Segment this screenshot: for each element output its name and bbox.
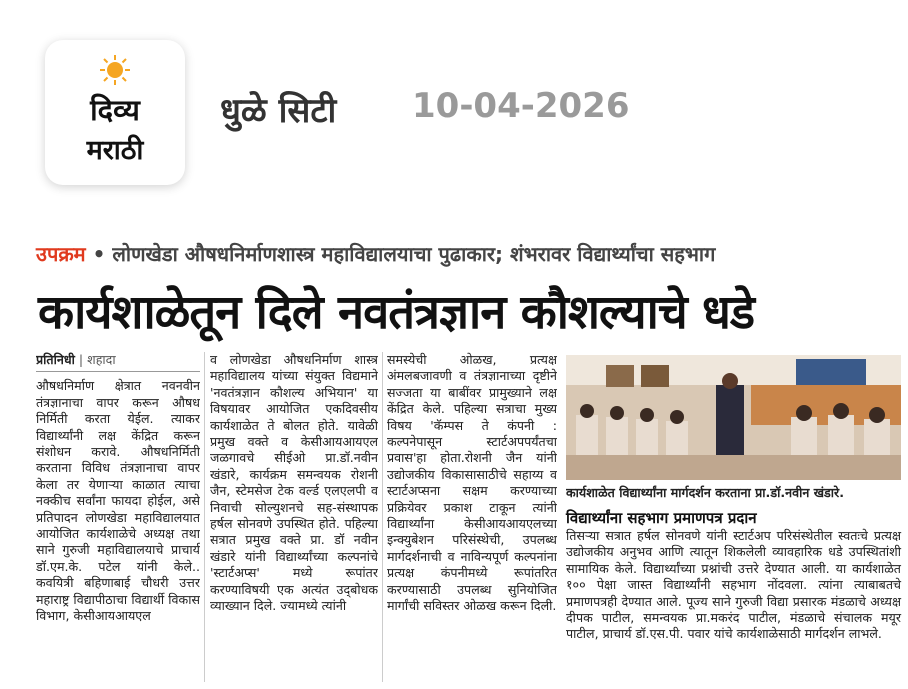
sun-icon (99, 54, 131, 86)
column-1-text: औषधनिर्माण क्षेत्रात नवनवीन तंत्रज्ञानाचा वापर करून औषध निर्मिती करता येईल. त्याकर विद्यार्थ्यांनी लक्ष केंद्रित करून संशोधन करावे. औषधनिर्मिती करताना विविध तंत्रज्ञानाचा वापर केला तर येणाऱ्या काळात त्याचा नक्कीच सर्वांना फायदा होईल, असे प्रतिपादन लोणखेडा महाविद्यालयात आयोजित कार्यशाळेचे अध्यक्ष तथा साने गुरुजी महाविद्यालयाचे प्राचार्य डॉ.एम.के. पटेल यांनी केले.. कवयित्री बहिणाबाई चौधरी उत्तर महाराष्ट्र विद्यापीठाचा विद्यार्थी विकास विभाग, केसीआयआयएल (36, 378, 200, 624)
kicker-text: • लोणखेडा औषधनिर्माणशास्त्र महाविद्यालयाचा पुढाकार; शंभरावर विद्यार्थ्यांचा सहभाग (85, 242, 716, 266)
byline-place: | शहादा (74, 352, 116, 367)
article-subheading: विद्यार्थ्यांना सहभाग प्रमाणपत्र प्रदान (566, 509, 757, 527)
byline-name: प्रतिनिधी (36, 352, 75, 367)
byline (36, 352, 200, 372)
edition-city: धुळे सिटी (220, 91, 337, 131)
logo-text-line2: मराठी (86, 135, 144, 166)
kicker-tag: उपक्रम (36, 242, 86, 266)
news-article-clipping (32, 240, 904, 689)
article-photo (566, 355, 901, 480)
column-2-text: व लोणखेडा औषधनिर्माण शास्त्र महाविद्यालय यांच्या संयुक्त विद्यमाने 'नवतंत्रज्ञान कौशल्य अभियान' या विषयावर आयोजित एकदिवसीय कार्यशाळेत ते बोलत होते. यावेळी प्रमुख वक्ते व केसीआयआयएल जळगावचे सीईओ प्रा.डॉ.नवीन खंडारे, कार्यक्रम समन्वयक रोशनी जैन, स्टेमसेज टेक वर्ल्ड एलएलपी व निवाची सोल्युशनचे सह-संस्थापक हर्षल सोनवणे उपस्थित होते. पहिल्या सत्रात प्रमुख वक्ते प्रा. डॉ नवीन खंडारे यांनी विद्यार्थ्यांच्या कल्पनांचे 'स्टार्टअप्स' मध्ये रूपांतर करण्याविषयी एक अत्यंत उद्‌बोधक व्याख्यान दिले. ज्यामध्ये त्यांनी (210, 352, 378, 614)
column-divider (382, 352, 383, 682)
article-column-3 (387, 352, 557, 682)
edition-date: 10-04-2026 (412, 86, 630, 126)
column-3-text: समस्येची ओळख, प्रत्यक्ष अंमलबजावणी व तंत्रज्ञानाच्या दृष्टीने सज्जता या बाबींवर प्रामुख्याने लक्ष केंद्रित केले. पहिल्या सत्राचा मुख्य विषय 'कॅम्पस ते कंपनी : कल्पनेपासून स्टार्टअपपर्यंतचा प्रवास'हा होता.रोशनी जैन यांनी उद्योजकीय विकासासाठीचे सहाय्य व स्टार्टअप्सना सक्षम करण्याच्या प्रक्रियेवर प्रकाश टाकून त्यांनी विद्यार्थ्यांना केसीआयआयएलच्या इन्क्युबेशन परिसंस्थेची, उपलब्ध मार्गदर्शनाची व नाविन्यपूर्ण कल्पनांना प्रत्यक्ष कंपनीमध्ये रूपांतरित करण्यासाठी उपलब्ध सुनियोजित मार्गांची सविस्तर ओळख करून दिली. (387, 352, 557, 614)
article-kicker (36, 240, 715, 267)
right-column-text: तिसऱ्या सत्रात हर्षल सोनवणे यांनी स्टार्टअप परिसंस्थेतील स्वतःचे प्रत्यक्ष उद्योजकीय अनुभव आणि त्यातून शिकलेली व्यावहारिक धडे उपस्थितांशी सामायिक केले. विद्यार्थ्यांच्या प्रश्नांची उत्तरे देण्यात आली. या कार्यशाळेत १०० पेक्षा जास्त विद्यार्थ्यांनी सहभाग नोंदवला. त्यांना त्याबाबतचे प्रमाणपत्रही देण्यात आले. पूज्य साने गुरुजी विद्या प्रसारक मंडळाचे अध्यक्ष दीपक पाटील, समन्वयक प्रा.मकरंद पाटील, मंडळाचे संचालक मयूर पाटील, प्राचार्य डॉ.एस.पी. पवार यांचे कार्यशाळेसाठी मार्गदर्शन लाभले. (566, 528, 901, 642)
article-column-1 (36, 352, 200, 682)
logo-text-line1: दिव्य (90, 93, 140, 127)
article-headline: कार्यशाळेतून दिले नवतंत्रज्ञान कौशल्याचे धडे (38, 285, 755, 340)
newspaper-logo (45, 40, 185, 185)
photo-caption: कार्यशाळेत विद्यार्थ्यांना मार्गदर्शन करताना प्रा.डॉ.नवीन खंडारे. (566, 485, 844, 500)
column-divider (204, 352, 205, 682)
article-column-2 (210, 352, 378, 682)
